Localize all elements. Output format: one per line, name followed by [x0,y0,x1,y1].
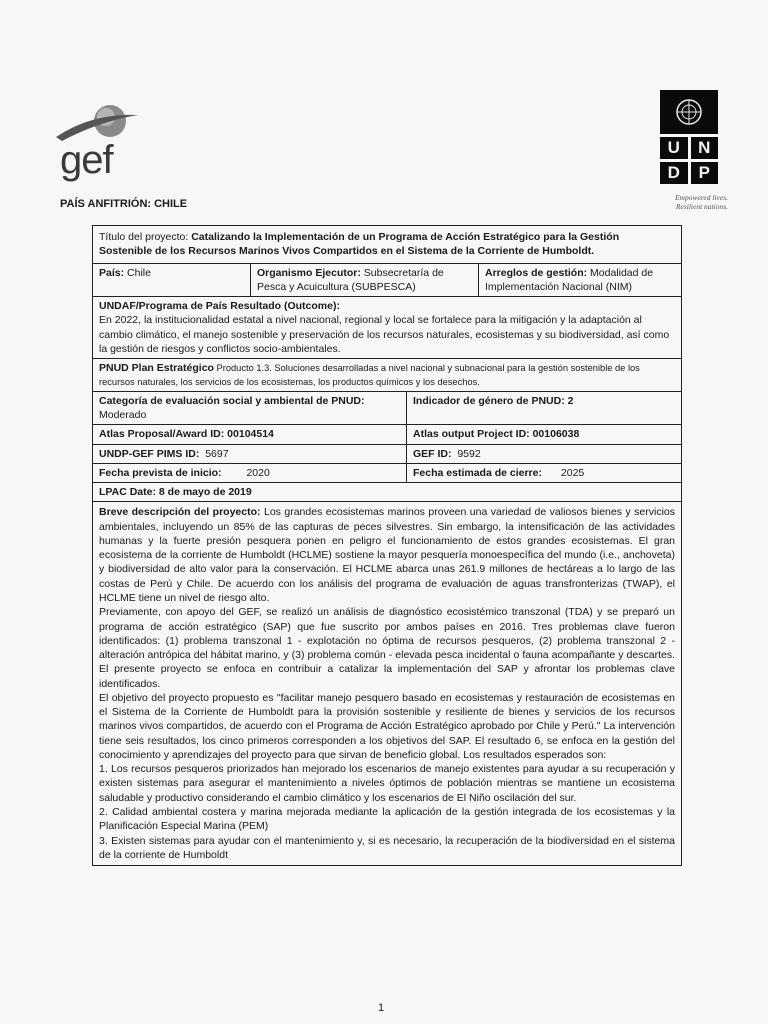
undp-letter-p: P [691,162,719,184]
undaf-label: UNDAF/Programa de País Resultado (Outcome): [99,300,340,313]
social-value: Moderado [99,409,147,422]
close-date-value: 2025 [560,466,585,479]
management-label: Arreglos de gestión: [485,266,588,279]
start-date-value: 2020 [246,466,270,479]
country-row [93,264,681,298]
pims-label: UNDP-GEF PIMS ID: [99,447,200,460]
undp-letter-u: U [660,137,688,159]
undaf-row [93,297,681,359]
host-country: PAÍS ANFITRIÓN: CHILE [60,198,188,210]
executor-value: Subsecretaría de Pesca y Acuicultura (SUBPESCA) [257,266,444,293]
brief-p1-text: Los grandes ecosistemas marinos proveen una variedad de valiosos bienes y servicios ambientales, incluyendo un 85% de las capturas de peces silvestres. Sin embargo, la intensificación de las actividades humanas y la fuerte presión pesquera ponen en peligro el funcionamiento de estos grandes ecosistemas. El gran ecosistema de la corriente de Humboldt (HCLME) sostiene la mayor pesquería monoespecífica del mundo (i.e., anchoveta) y biodiversidad de alto valor para la conservación. El HCLME abarca unas 261.9 millones de hectáreas a lo largo de las costas de Perú y Chile. De acuerdo con los análisis del programa de evaluación de aguas transfronterizas (TWAP), el HCLME tiene un nivel de riesgo alto. [99,506,675,605]
undp-tagline-line-2: Resilient nations. [675,202,728,212]
undp-tagline-line-1: Empowered lives. [674,193,728,202]
gender-indicator: Indicador de género de PNUD: 2 [406,392,681,425]
brief-label: Breve descripción del proyecto: [99,506,261,519]
country-label: País: [99,266,125,279]
social-gender-row [93,392,681,426]
management-value: Modalidad de Implementación Nacional (NIM) [485,266,654,293]
undp-letter-n: N [691,137,719,159]
atlas-row [93,425,681,444]
close-date-label: Fecha estimada de cierre: [413,466,542,479]
undp-logo [660,90,718,184]
gef-id-label: GEF ID: [413,447,452,460]
title-row [93,226,681,264]
dates-row [93,464,681,483]
title-label: Título del proyecto: [99,231,189,243]
gef-logo-text: gef [60,138,113,182]
strategic-value: Producto 1.3. Soluciones desarrolladas a nivel nacional y subnacional para la gestión sostenible de los recursos naturales, los servicios de los ecosistemas, los productos químicos y los desechos. [99,363,640,387]
social-label: Categoría de evaluación social y ambiental de PNUD: [99,394,365,407]
strategic-plan-row [93,359,681,392]
pims-value: 5697 [205,447,229,460]
lpac-row [93,483,681,502]
brief-paragraph-2: Previamente, con apoyo del GEF, se realizó un análisis de diagnóstico ecosistémico transzonal (TDA) y se preparó un programa de acción estratégico (SAP) que fue suscrito por ambos países en 2016. Tres problemas clave fueron identificados: (1) problema transzonal 1 - explotación no óptima de recursos pesqueros, (2) problema transzonal 2 - alteración antrópica del hábitat marino, y (3) problema común - elevada pesca incidental o fauna acompañante y descartes. El presente proyecto se enfoca en contribuir a catalizar la implementación del SAP y afrontar los problemas clave identificados. [99,606,675,690]
brief-description-row [93,502,681,865]
ids-row [93,445,681,464]
page-number: 1 [378,1002,385,1014]
undp-tagline [648,193,728,212]
strategic-label: PNUD Plan Estratégico [99,362,214,375]
country-value: Chile [127,266,151,279]
lpac-date: LPAC Date: 8 de mayo de 2019 [99,486,252,499]
project-title: Catalizando la Implementación de un Programa de Acción Estratégico para la Gestión Sostenible de los Recursos Marinos Vivos Compartidos en el Sistema de la Corriente de Humboldt. [99,231,620,258]
atlas-output-id: Atlas output Project ID: 00106038 [406,425,681,443]
gef-id-value: 9592 [457,447,481,460]
project-info-table [92,225,682,866]
brief-paragraph-4: 1. Los recursos pesqueros priorizados han mejorado los escenarios de manejo existentes para ayudar a su recuperación y existen sistemas para asegurar el mantenimiento a niveles óptimos de población mientras se mantiene un ecosistema saludable y productivo considerando el cambio climático y los escenarios de El Niño oscilación del sur. [99,763,675,804]
executor-label: Organismo Ejecutor: [257,266,361,279]
brief-paragraph-3: El objetivo del proyecto propuesto es "facilitar manejo pesquero basado en ecosistemas y restauración de ecosistemas en el Sistema de la Corriente de Humboldt para la provisión sostenible y resiliente de bienes y servicios de los recursos marinos vivos compartidos, de acuerdo con el Programa de Acción Estratégico aprobado por Chile y Perú." La intervención tiene seis resultados, los cinco primeros corresponden a los objetivos del SAP. El resultado 6, se enfoca en la gestión del conocimiento y aprendizajes del proyecto para que sirvan de beneficio global. Los resultados esperados son: [99,691,675,761]
undp-letter-d: D [660,162,688,184]
brief-paragraph-1 [99,505,675,605]
undaf-value: En 2022, la institucionalidad estatal a nivel nacional, regional y local se fortalece para la mitigación y la adaptación al cambio climático, el manejo sostenible y preservación de los recursos naturales, ecosistemas y su biodiversidad, así como la gestión de riesgos y conflictos socio-ambientales. [99,314,670,355]
start-date-label: Fecha prevista de inicio: [99,466,222,479]
brief-paragraph-5: 2. Calidad ambiental costera y marina mejorada mediante la aplicación de la gestión integrada de los ecosistemas y la Planificación Especial Marina (PEM) [99,806,675,833]
brief-paragraph-6: 3. Existen sistemas para ayudar con el mantenimiento y, si es necesario, la recuperación de la biodiversidad en el sistema de la corriente de Humboldt [99,834,675,861]
un-emblem-icon [660,90,718,134]
atlas-award-id: Atlas Proposal/Award ID: 00104514 [99,428,274,441]
